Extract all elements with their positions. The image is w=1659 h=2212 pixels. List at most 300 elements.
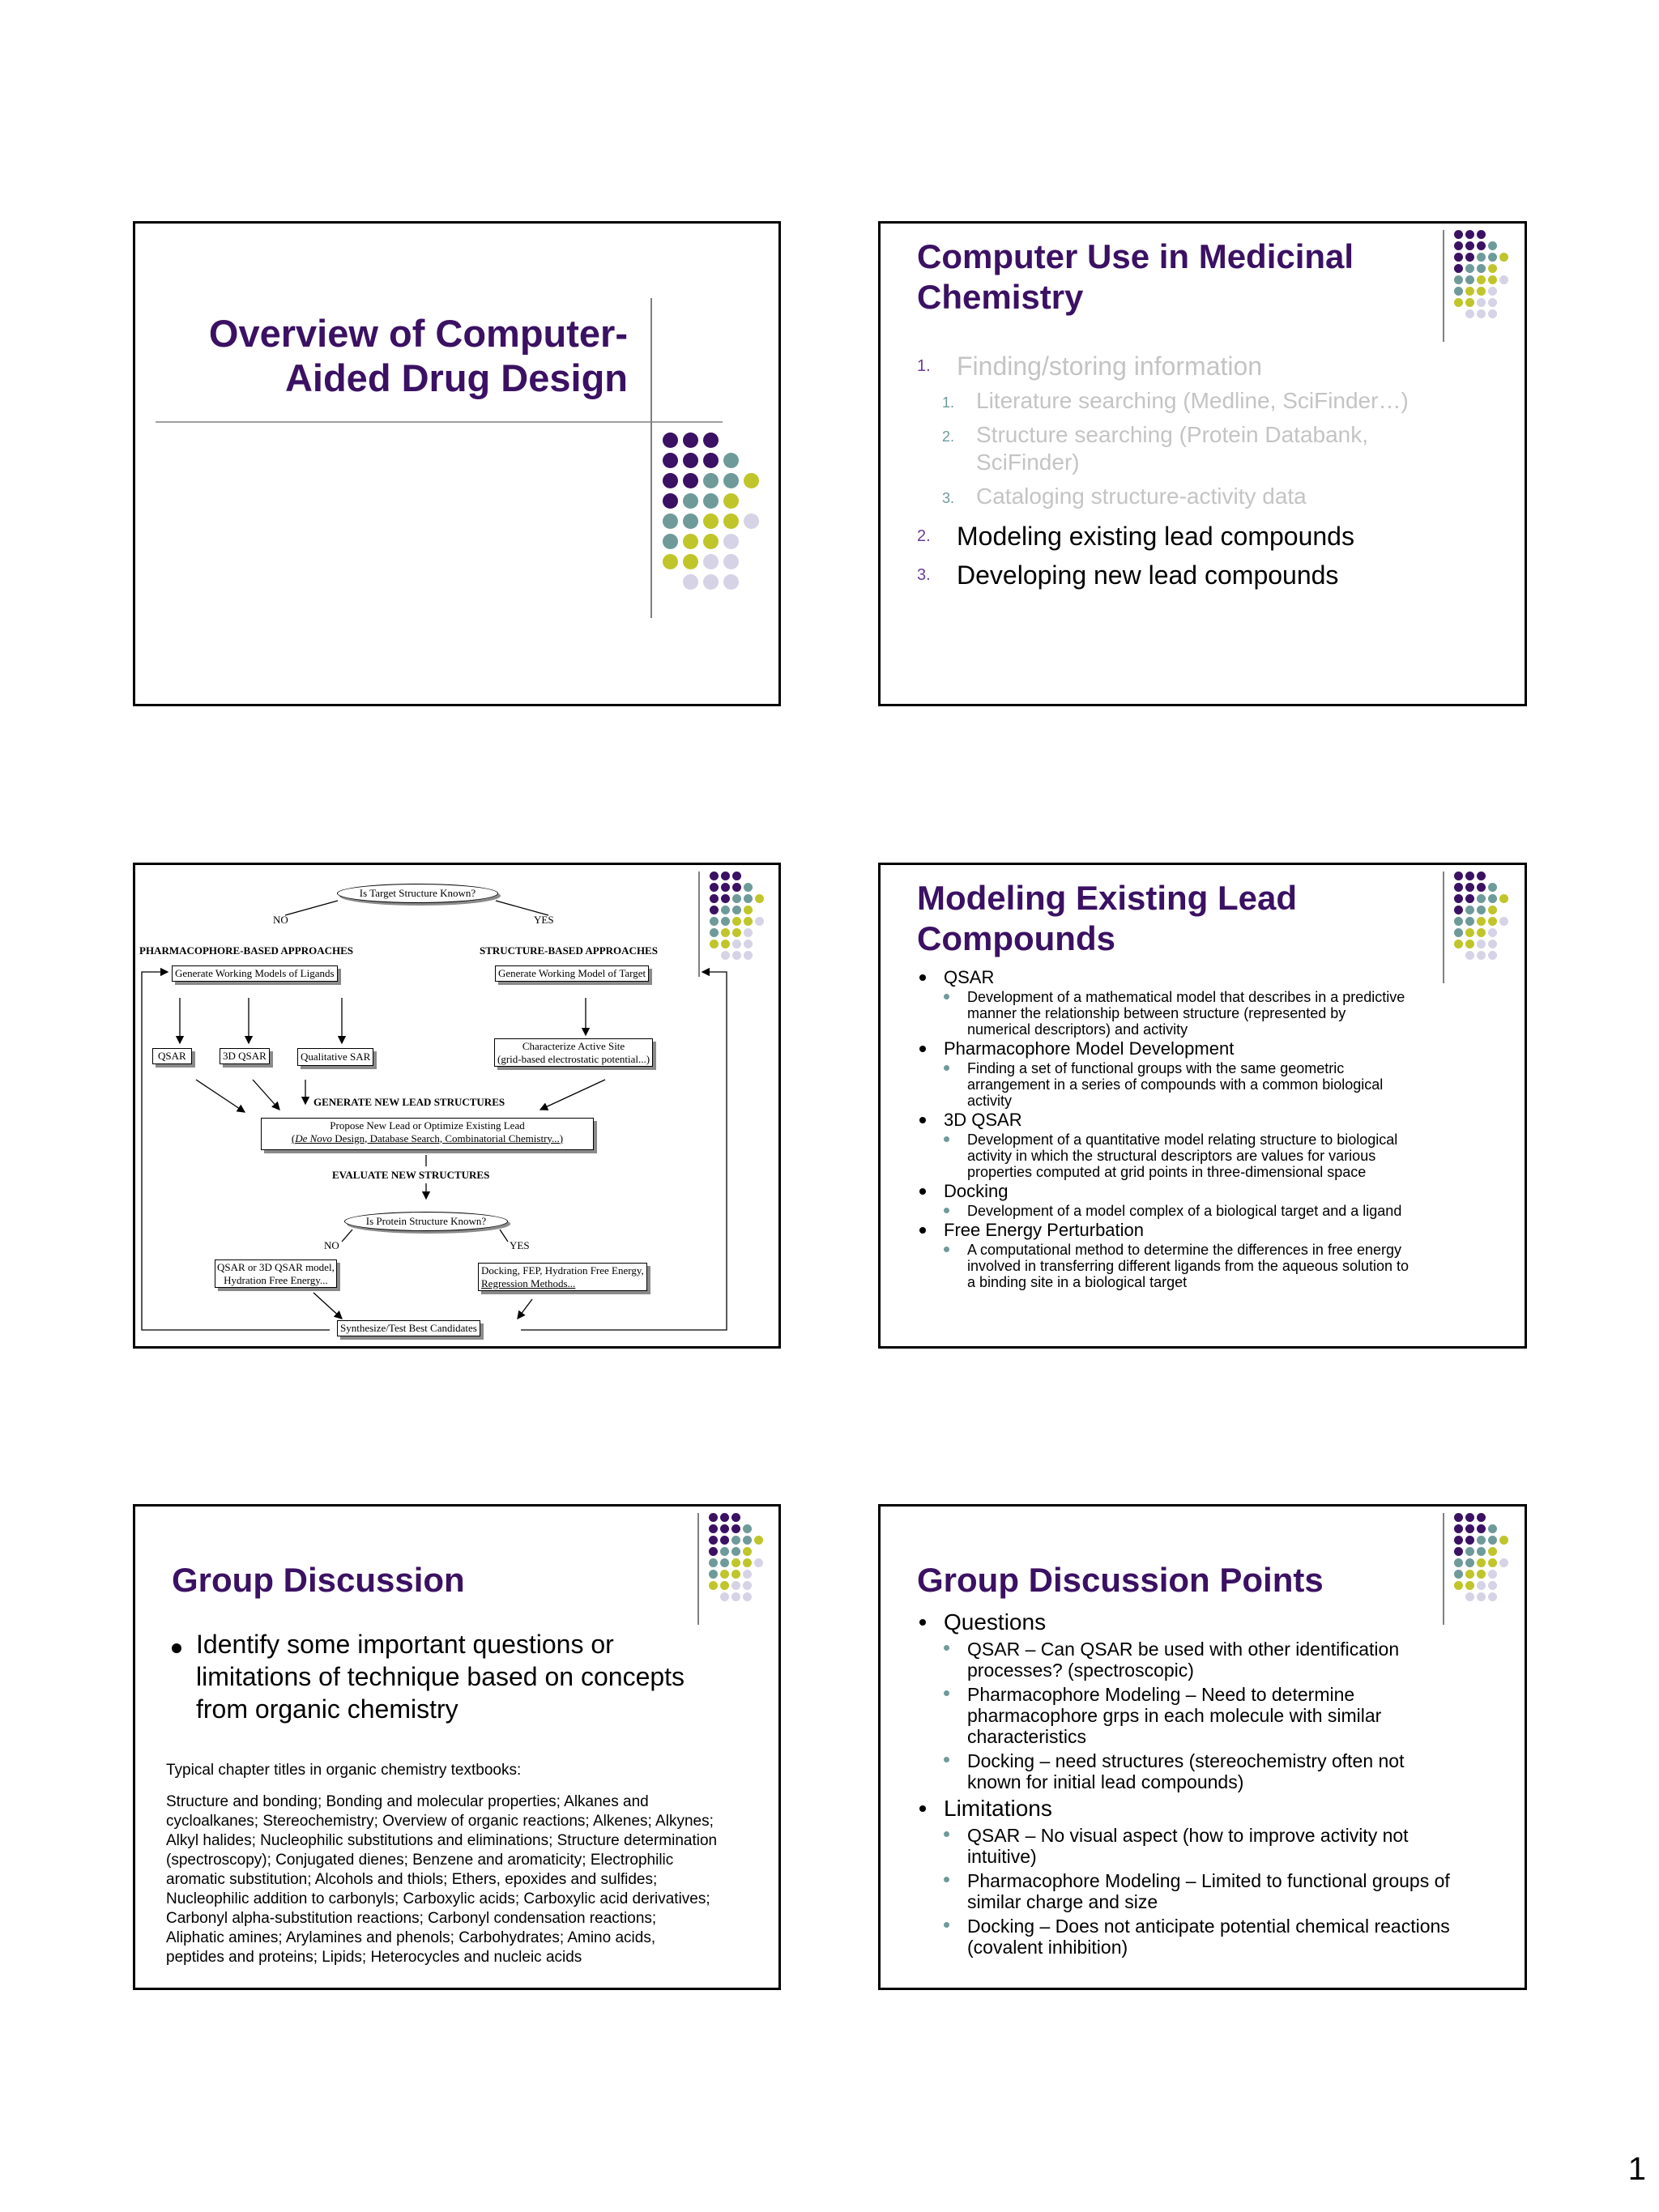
decorative-dot: [1454, 1547, 1463, 1556]
generate-new-header: GENERATE NEW LEAD STRUCTURES: [313, 1096, 505, 1108]
decorative-dot: [683, 433, 698, 448]
decorative-dot: [1465, 883, 1474, 892]
bullet-list: [919, 1609, 1519, 1961]
sub-item-text: [967, 1870, 1519, 1912]
sub-item-line: known for initial lead compounds): [967, 1771, 1244, 1792]
decorative-dot: [1465, 894, 1474, 903]
propose-lead-box: [261, 1118, 594, 1150]
box-text: Regression Methods...: [481, 1276, 576, 1289]
decorative-dot: [1477, 230, 1486, 239]
box-text: Generate Working Model of Target: [498, 967, 646, 979]
decorative-dot: [1488, 1592, 1497, 1601]
bullet-icon: [944, 1065, 949, 1071]
decorative-dot: [743, 1570, 752, 1579]
sub-list-text: Structure searching (Protein Databank,: [976, 422, 1369, 447]
decorative-dot: [1477, 1547, 1486, 1556]
decorative-dot: [1465, 230, 1474, 239]
decorative-dot: [1477, 253, 1486, 262]
sub-item: [944, 1750, 1519, 1792]
decorative-dot: [1488, 1581, 1497, 1590]
sub-item-text: [967, 1916, 1519, 1958]
list-label: Questions: [944, 1609, 1047, 1634]
box-text: (grid-based electrostatic potential...): [497, 1052, 650, 1065]
bullet-icon: [919, 1619, 926, 1626]
decorative-dot: [1477, 917, 1486, 926]
characterize-site-box: [494, 1038, 653, 1067]
slide1-title-line1: Overview of Computer-: [208, 312, 628, 355]
decorative-dot: [1488, 928, 1497, 937]
slide2-title: [917, 237, 1354, 317]
decorative-dot: [1499, 917, 1508, 926]
sub-item-line: processes? (spectroscopic): [967, 1660, 1194, 1681]
slide-group-discussion: [133, 1504, 781, 1990]
decorative-dot: [1477, 1524, 1486, 1533]
decorative-dot: [1477, 951, 1486, 960]
decorative-dot: [683, 574, 698, 590]
sub-item-line: arrangement in a series of compounds with a common biological: [967, 1076, 1384, 1093]
decorative-dot: [1477, 298, 1486, 307]
target-known-decision: [337, 884, 498, 903]
connector-righteval-synth: [518, 1299, 532, 1319]
sub-item-line: (covalent inhibition): [967, 1937, 1128, 1958]
decorative-dot: [1477, 1592, 1486, 1601]
decorative-dot: [703, 574, 719, 590]
decorative-dot: [731, 1513, 740, 1522]
decorative-dot: [683, 453, 698, 468]
slide4-title-line1: Modeling Existing Lead: [917, 879, 1298, 917]
chapter-line: Aliphatic amines; Arylamines and phenols; Carbohydrates; Amino acids,: [166, 1929, 656, 1946]
decorative-dot: [754, 1536, 763, 1545]
connector-lefteval-synth: [313, 1293, 342, 1319]
decorative-dot: [720, 1558, 729, 1567]
chapter-titles-paragraph: [166, 1792, 774, 1967]
decorative-dot: [723, 493, 739, 509]
list-item: [919, 1038, 1519, 1109]
decorative-dot: [683, 534, 698, 549]
connector-3dqsar-gen: [253, 1080, 279, 1110]
bullet-icon: [919, 974, 926, 981]
decorative-dot: [1465, 951, 1474, 960]
decorative-dot: [709, 1547, 718, 1556]
decorative-dot: [1465, 253, 1474, 262]
decorative-dot: [683, 493, 698, 509]
bullet-icon: [944, 994, 949, 999]
bullet-icon: [944, 1208, 949, 1213]
decorative-dot: [1488, 275, 1497, 284]
sub-item: [944, 1916, 1519, 1958]
connector-yes2: [500, 1230, 508, 1242]
box-text: Docking, FEP, Hydration Free Energy,: [481, 1264, 644, 1276]
sub-list-item: [917, 420, 1516, 482]
decorative-dot: [1465, 1581, 1474, 1590]
typical-chapters-intro: Typical chapter titles in organic chemistry textbooks:: [166, 1762, 522, 1779]
sub-item-line: Pharmacophore Modeling – Limited to functional groups of: [967, 1870, 1450, 1891]
bullet-line: Identify some important questions or: [196, 1630, 614, 1659]
chapter-line: aromatic substitution; Alcohols and thiols; Ethers, epoxides and sulfides;: [166, 1871, 658, 1888]
box-text: Hydration Free Energy...: [224, 1273, 328, 1286]
sub-item-line: A computational method to determine the differences in free energy: [967, 1242, 1401, 1258]
sub-item: [944, 1684, 1519, 1747]
qsar-box: [152, 1048, 192, 1064]
list-item: [919, 1796, 1519, 1958]
slide2-title-line2: Chemistry: [917, 277, 1084, 316]
decorative-dot: [1488, 1524, 1497, 1533]
decorative-dot: [1477, 928, 1486, 937]
sub-item-line: Development of a quantitative model relating structure to biological: [967, 1132, 1398, 1148]
decorative-dot: [743, 1524, 752, 1533]
sub-item-line: activity in which the structural descriptors are values for various: [967, 1148, 1376, 1164]
page-number: 1: [1627, 2151, 1646, 2187]
sub-item: [944, 989, 1519, 1038]
decorative-dot: [1465, 928, 1474, 937]
chapter-line: Carbonyl alpha-substitution reactions; Carbonyl condensation reactions;: [166, 1910, 657, 1927]
decorative-dot: [663, 473, 678, 488]
decorative-dot: [1454, 940, 1463, 948]
box-text: Qualitative SAR: [301, 1051, 371, 1063]
list-item: [917, 558, 1516, 597]
slide2-title-line1: Computer Use in Medicinal: [917, 237, 1354, 275]
decorative-dot: [709, 1570, 718, 1579]
sub-item-line: manner the relationship between structure (represented by: [967, 1005, 1346, 1021]
bullet-line: limitations of technique based on concepts: [196, 1662, 685, 1691]
list-item: [919, 967, 1519, 1038]
decorative-dot: [703, 554, 719, 569]
decorative-dot: [663, 514, 678, 529]
decorative-dot: [723, 473, 739, 488]
slide1-title: [209, 311, 628, 401]
generate-ligands-box: [172, 965, 338, 982]
sub-item-line: activity: [967, 1093, 1013, 1109]
sub-item-text: [967, 1203, 1519, 1219]
list-item: [917, 519, 1516, 558]
decorative-dot: [1477, 275, 1486, 284]
decorative-dot: [720, 1536, 729, 1545]
decorative-dot: [709, 1524, 718, 1533]
sub-item-text: [967, 1242, 1519, 1290]
bullet-line: from organic chemistry: [196, 1694, 458, 1724]
decorative-dot: [743, 1547, 752, 1556]
decorative-dot: [723, 574, 739, 590]
bullet-icon: [944, 1922, 949, 1928]
sub-item-text: [967, 1684, 1519, 1747]
decorative-dot: [703, 514, 719, 529]
bullet-list: [919, 967, 1519, 1291]
list-number: 1.: [917, 357, 931, 375]
decorative-dot: [1499, 1558, 1508, 1567]
box-text: Design, Database Search, Combinatorial Chemistry...): [332, 1132, 564, 1144]
decorative-dot: [1465, 275, 1474, 284]
protein-known-decision: [344, 1212, 508, 1231]
decorative-dot: [1465, 1570, 1474, 1579]
bullet-icon: [944, 1757, 949, 1762]
decorative-dot: [731, 1570, 740, 1579]
decorative-dot: [1465, 241, 1474, 250]
decorative-dot: [663, 554, 678, 569]
slide-flowchart: [133, 863, 781, 1349]
decorative-dot: [683, 554, 698, 569]
title-vertical-rule: [1443, 1513, 1444, 1625]
sub-list-number: 3.: [942, 490, 955, 506]
decorative-dot: [1477, 883, 1486, 892]
sub-item-line: properties computed at grid points in three-dimensional space: [967, 1164, 1367, 1180]
bullet-icon: [944, 1136, 949, 1142]
decorative-dot: [709, 1536, 718, 1545]
decorative-dot: [1499, 894, 1508, 903]
decorative-dot: [731, 1592, 740, 1601]
decorative-dot: [703, 493, 719, 509]
decorative-dot: [1488, 253, 1497, 262]
list-label: QSAR: [944, 967, 995, 987]
sub-list-text: SciFinder): [976, 450, 1080, 475]
decorative-dot: [1477, 1536, 1486, 1545]
decorative-dot: [1488, 287, 1497, 296]
decorative-dot: [1454, 883, 1463, 892]
decorative-dot: [1488, 241, 1497, 250]
decorative-dot: [1454, 1536, 1463, 1545]
decorative-dot: [720, 1524, 729, 1533]
decorative-dot: [744, 514, 759, 529]
decorative-dot: [703, 453, 719, 468]
decorative-dot: [1488, 940, 1497, 948]
decorative-dot: [1454, 253, 1463, 262]
sub-item-line: Development of a mathematical model that describes in a predictive: [967, 989, 1405, 1005]
decorative-dot: [1454, 275, 1463, 284]
slide4-title-line2: Compounds: [917, 918, 1115, 957]
box-text: QSAR or 3D QSAR model,: [217, 1261, 335, 1273]
decorative-dot: [1454, 1570, 1463, 1579]
sub-item: [944, 1870, 1519, 1912]
decorative-dot: [1477, 309, 1486, 318]
decorative-dot: [1465, 1524, 1474, 1533]
decorative-dot: [1488, 894, 1497, 903]
list-text: Finding/storing information: [957, 352, 1263, 381]
sub-list-text: Cataloging structure-activity data: [976, 484, 1307, 509]
decorative-dot: [709, 1581, 718, 1590]
slide6-title: Group Discussion Points: [917, 1561, 1324, 1599]
decorative-dot: [720, 1513, 729, 1522]
sub-item: [944, 1242, 1519, 1290]
slide5-title: Group Discussion: [172, 1561, 465, 1599]
sub-item: [944, 1639, 1519, 1681]
numbered-list: [917, 349, 1516, 597]
sub-list-number: 1.: [942, 394, 955, 411]
title-divider: [156, 421, 723, 423]
list-label: 3D QSAR: [944, 1110, 1022, 1130]
chapter-line: Nucleophilic addition to carbonyls; Carboxylic acids; Carboxylic acid derivatives;: [166, 1890, 710, 1907]
decorative-dot: [1454, 1581, 1463, 1590]
sub-item: [944, 1203, 1519, 1219]
decorative-dot: [754, 1558, 763, 1567]
connector-no2: [342, 1230, 352, 1242]
decorative-dot: [731, 1547, 740, 1556]
decorative-dot: [1499, 275, 1508, 284]
sub-item-line: characteristics: [967, 1726, 1086, 1747]
qsar-model-box: [215, 1259, 337, 1288]
sub-item-text: [967, 989, 1519, 1038]
chapter-line: (spectroscopy); Conjugated dienes; Benzene and aromaticity; Electrophilic: [166, 1852, 674, 1869]
decorative-dot: [1477, 287, 1486, 296]
connector-site-gen: [540, 1080, 605, 1110]
decorative-dot: [1454, 241, 1463, 250]
decorative-dot: [1454, 287, 1463, 296]
slide4-title: [917, 878, 1297, 958]
decorative-dot: [683, 473, 698, 488]
decorative-dot: [709, 1558, 718, 1567]
decorative-dot: [663, 493, 678, 509]
decorative-dot: [663, 433, 678, 448]
sub-item: [944, 1060, 1519, 1109]
decorative-dot: [744, 473, 759, 488]
decorative-dot: [1465, 298, 1474, 307]
decorative-dot: [731, 1536, 740, 1545]
sub-item-line: numerical descriptors) and activity: [967, 1021, 1188, 1038]
no-label: NO: [324, 1239, 339, 1251]
slide-computer-use: [878, 221, 1527, 706]
sub-item-line: Docking – Does not anticipate potential chemical reactions: [967, 1916, 1450, 1937]
decorative-dot: [1454, 917, 1463, 926]
box-text-line2: (De Novo Design, Database Search, Combinatorial Chemistry...): [291, 1132, 564, 1144]
decorative-dot: [1465, 1513, 1474, 1522]
decorative-dot: [1477, 894, 1486, 903]
decorative-dot: [1465, 1558, 1474, 1567]
box-text: 3D QSAR: [223, 1050, 267, 1062]
slide-group-discussion-points: [878, 1504, 1527, 1990]
title-vertical-rule: [1443, 230, 1444, 342]
decorative-dot: [1465, 872, 1474, 880]
decorative-dot: [1477, 1513, 1486, 1522]
decorative-dot: [723, 534, 739, 549]
decorative-dot: [703, 433, 719, 448]
decorative-dot: [743, 1536, 752, 1545]
slide-modeling-existing-lead: [878, 863, 1527, 1349]
sub-item-text: [967, 1639, 1519, 1681]
decorative-dot: [1465, 309, 1474, 318]
docking-fep-box: [478, 1263, 647, 1291]
decorative-dot: [1488, 309, 1497, 318]
box-text: Synthesize/Test Best Candidates: [340, 1322, 477, 1334]
decorative-dot: [731, 1581, 740, 1590]
sub-item-text: [967, 1825, 1519, 1867]
decorative-dot: [1465, 906, 1474, 914]
sub-item-line: intuitive): [967, 1846, 1037, 1867]
synthesize-box: [337, 1320, 480, 1336]
decorative-dot: [1488, 906, 1497, 914]
list-item: [917, 349, 1516, 386]
list-number: 2.: [917, 527, 931, 545]
decorative-dot: [731, 1558, 740, 1567]
list-item: [919, 1220, 1519, 1290]
decision-text: Is Target Structure Known?: [359, 887, 476, 899]
decorative-dot: [1454, 928, 1463, 937]
list-label: Free Energy Perturbation: [944, 1220, 1145, 1240]
chapter-line: Structure and bonding; Bonding and molecular properties; Alkanes and: [166, 1793, 649, 1810]
decorative-dot: [720, 1592, 729, 1601]
decorative-dot: [703, 473, 719, 488]
bullet-text: [196, 1628, 771, 1725]
decorative-dot: [1477, 1581, 1486, 1590]
list-number: 3.: [917, 566, 931, 584]
slide-overview: [133, 221, 781, 706]
bullet-icon: [944, 1247, 949, 1252]
sub-list-number: 2.: [942, 428, 955, 445]
sub-list-item: [917, 482, 1516, 519]
title-vertical-rule: [697, 1513, 699, 1625]
sub-item-line: Finding a set of functional groups with the same geometric: [967, 1060, 1345, 1076]
sub-item-line: QSAR – No visual aspect (how to improve activity not: [967, 1825, 1409, 1846]
sub-item-line: a binding site in a biological target: [967, 1274, 1188, 1290]
decorative-dot: [1488, 951, 1497, 960]
decorative-dot: [1477, 1558, 1486, 1567]
sub-list-text: Literature searching (Medline, SciFinder…): [976, 388, 1409, 413]
structure-header: STRUCTURE-BASED APPROACHES: [480, 944, 658, 957]
connector-no1: [285, 901, 338, 915]
sub-item-line: similar charge and size: [967, 1891, 1158, 1912]
decorative-dot: [1465, 1592, 1474, 1601]
sub-item-line: QSAR – Can QSAR be used with other identification: [967, 1639, 1400, 1660]
sub-item-line: pharmacophore grps in each molecule with similar: [967, 1705, 1382, 1726]
decorative-dot: [1454, 894, 1463, 903]
decorative-dot: [720, 1570, 729, 1579]
bullet-icon: [919, 1046, 926, 1052]
decorative-dot: [1488, 298, 1497, 307]
bullet-icon: [944, 1645, 949, 1651]
decorative-dot: [1465, 264, 1474, 273]
3d-qsar-box: [220, 1048, 270, 1064]
decorative-dot: [1454, 1558, 1463, 1567]
evaluate-header: EVALUATE NEW STRUCTURES: [332, 1169, 490, 1181]
decorative-dot: [663, 534, 678, 549]
sub-item-text: [967, 1132, 1519, 1180]
box-text: QSAR: [158, 1050, 186, 1062]
sub-item-line: Development of a model complex of a biological target and a ligand: [967, 1203, 1402, 1219]
bullet-icon: [944, 1690, 949, 1696]
decorative-dot: [1454, 1513, 1463, 1522]
list-item: [919, 1110, 1519, 1180]
bullet-icon: [944, 1877, 949, 1882]
decorative-dot: [1477, 264, 1486, 273]
decorative-dot: [1488, 1570, 1497, 1579]
sub-item-text: [967, 1060, 1519, 1109]
decorative-dot: [1454, 906, 1463, 914]
qualitative-sar-box: [297, 1048, 373, 1066]
box-text: Generate Working Models of Ligands: [175, 967, 335, 979]
bullet-icon: [944, 1831, 949, 1837]
decorative-dot: [1477, 1570, 1486, 1579]
sub-item: [944, 1132, 1519, 1180]
list-label: Docking: [944, 1181, 1009, 1201]
decorative-dot: [1477, 940, 1486, 948]
slide1-title-line2: Aided Drug Design: [284, 356, 628, 400]
decorative-dot: [1465, 940, 1474, 948]
decorative-dot: [663, 453, 678, 468]
sub-item: [944, 1825, 1519, 1867]
decorative-dot: [1454, 872, 1463, 880]
decorative-dot: [743, 1581, 752, 1590]
decision-text: Is Protein Structure Known?: [365, 1215, 487, 1227]
decorative-dot: [1465, 917, 1474, 926]
chapter-line: cycloalkanes; Stereochemistry; Overview of organic reactions; Alkenes; Alkynes;: [166, 1813, 714, 1830]
pharmacophore-header: PHARMACOPHORE-BASED APPROACHES: [139, 944, 353, 957]
bullet-icon: [919, 1188, 926, 1195]
decorative-dot: [723, 453, 739, 468]
decorative-dot: [1488, 1547, 1497, 1556]
decorative-dot: [1488, 917, 1497, 926]
decorative-dot: [703, 534, 719, 549]
box-text: Propose New Lead or Optimize Existing Lead: [330, 1119, 525, 1132]
decorative-dot: [1477, 241, 1486, 250]
de-novo-text: De Novo: [295, 1132, 333, 1144]
decorative-dot: [720, 1581, 729, 1590]
